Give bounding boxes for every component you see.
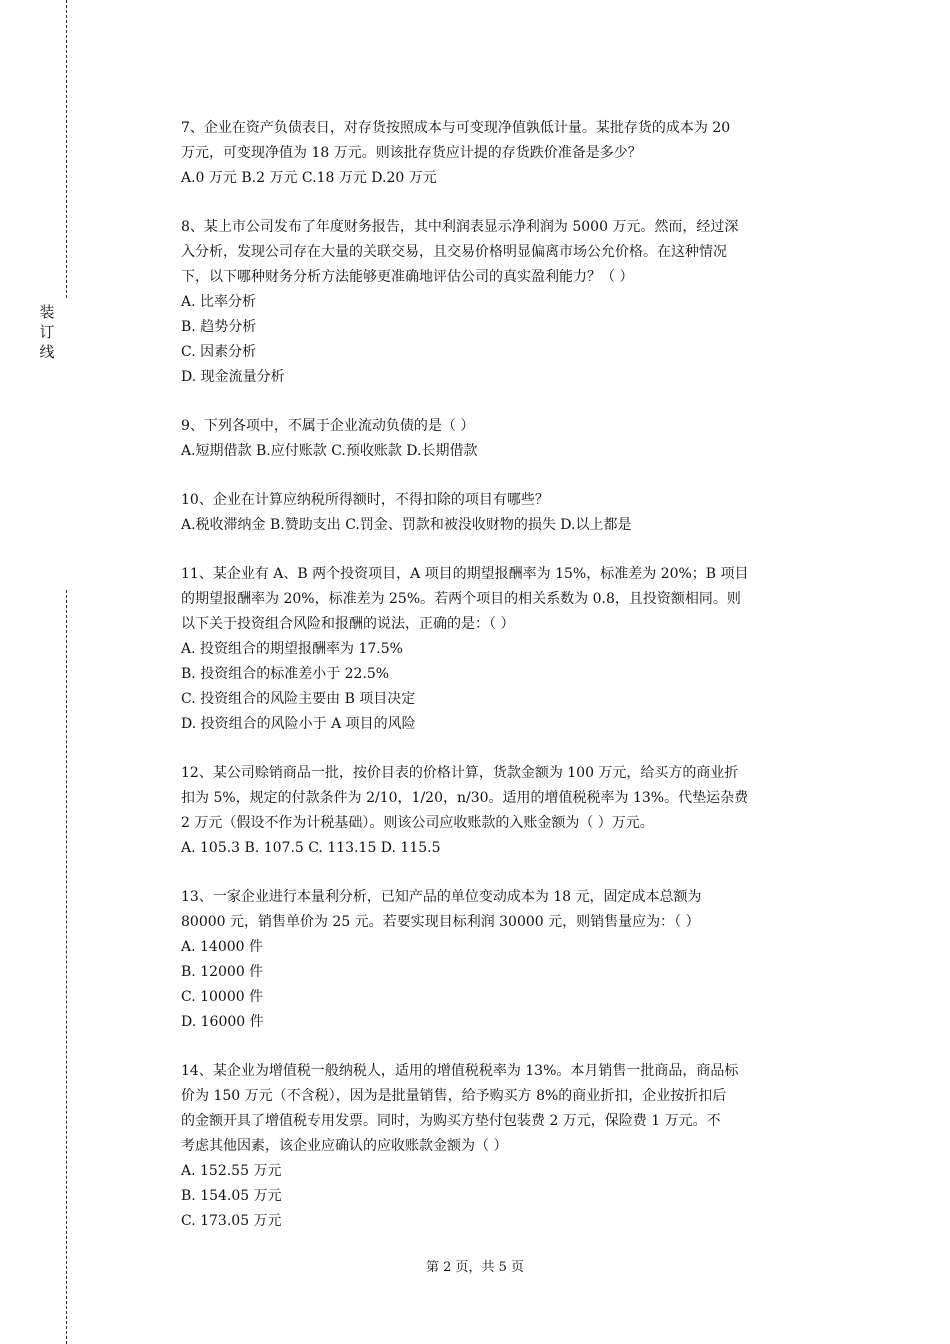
option-b: B. 投资组合的标准差小于 22.5%	[181, 666, 390, 682]
option-b: B. 趋势分析	[181, 319, 257, 335]
question-text: 10、企业在计算应纳税所得额时，不得扣除的项目有哪些？	[181, 492, 549, 508]
question-text: 以下关于投资组合风险和报酬的说法，正确的是：（ ）	[181, 616, 515, 632]
question-text: 13、一家企业进行本量利分析，已知产品的单位变动成本为 18 元，固定成本总额为	[181, 889, 702, 905]
question-text: 12、某公司赊销商品一批，按价目表的价格计算，货款金额为 100 万元，给买方的商业折	[181, 765, 739, 781]
option-d: D. 现金流量分析	[181, 369, 285, 385]
question-text: 7、企业在资产负债表日，对存货按照成本与可变现净值孰低计量。某批存货的成本为 20	[181, 120, 731, 136]
question-text: 考虑其他因素，该企业应确认的应收账款金额为（ ）	[181, 1138, 508, 1154]
question-11	[181, 562, 841, 737]
question-text: 的期望报酬率为 20%，标准差为 25%。若两个项目的相关系数为 0.8，且投资额相同。则	[181, 591, 741, 607]
option-a: A. 比率分析	[181, 294, 257, 310]
question-13	[181, 885, 841, 1035]
binding-line-top	[66, 0, 67, 298]
question-options: A.短期借款 B.应付账款 C.预收账款 D.长期借款	[181, 443, 478, 459]
question-text: 下，以下哪种财务分析方法能够更准确地评估公司的真实盈利能力？（ ）	[181, 269, 634, 285]
option-c: C. 投资组合的风险主要由 B 项目决定	[181, 691, 416, 707]
question-options: A.0 万元 B.2 万元 C.18 万元 D.20 万元	[181, 170, 437, 186]
question-options: A.税收滞纳金 B.赞助支出 C.罚金、罚款和被没收财物的损失 D.以上都是	[181, 517, 632, 533]
question-text: 扣为 5%，规定的付款条件为 2/10，1/20，n/30。适用的增值税税率为 13%。代垫运杂费	[181, 790, 749, 806]
question-text: 万元，可变现净值为 18 万元。则该批存货应计提的存货跌价准备是多少？	[181, 145, 642, 161]
question-8	[181, 215, 841, 390]
option-a: A. 投资组合的期望报酬率为 17.5%	[181, 641, 403, 657]
option-a: A. 14000 件	[181, 939, 263, 955]
question-7	[181, 116, 841, 191]
option-d: D. 16000 件	[181, 1014, 264, 1030]
option-c: C. 173.05 万元	[181, 1213, 282, 1229]
question-9	[181, 414, 841, 464]
question-14	[181, 1059, 841, 1234]
binding-char: 装	[39, 303, 55, 321]
question-10	[181, 488, 841, 538]
option-c: C. 10000 件	[181, 989, 264, 1005]
question-text: 2 万元（假设不作为计税基础）。则该公司应收账款的入账金额为（ ）万元。	[181, 815, 654, 831]
option-b: B. 154.05 万元	[181, 1188, 282, 1204]
question-text: 14、某企业为增值税一般纳税人，适用的增值税税率为 13%。本月销售一批商品，商品标	[181, 1063, 739, 1079]
question-list	[181, 116, 841, 1258]
question-text: 的金额开具了增值税专用发票。同时，为购买方垫付包装费 2 万元，保险费 1 万元。不	[181, 1113, 721, 1129]
question-options: A. 105.3 B. 107.5 C. 113.15 D. 115.5	[181, 840, 441, 856]
question-text: 11、某企业有 A、B 两个投资项目，A 项目的期望报酬率为 15%，标准差为 20%；B 项目	[181, 566, 749, 582]
question-text: 9、下列各项中，不属于企业流动负债的是（ ）	[181, 418, 475, 434]
binding-char: 线	[39, 343, 55, 361]
binding-label	[36, 302, 58, 362]
question-text: 80000 元，销售单价为 25 元。若要实现目标利润 30000 元，则销售量应为：（ ）	[181, 914, 700, 930]
page-footer: 第 2 页，共 5 页	[425, 1260, 525, 1275]
binding-line-bottom	[66, 590, 67, 1344]
option-c: C. 因素分析	[181, 344, 257, 360]
question-text: 8、某上市公司发布了年度财务报告，其中利润表显示净利润为 5000 万元。然而，经过深	[181, 219, 739, 235]
binding-char: 订	[39, 323, 55, 341]
option-a: A. 152.55 万元	[181, 1163, 282, 1179]
question-text: 价为 150 万元（不含税），因为是批量销售，给予购买方 8%的商业折扣，企业按折扣后	[181, 1088, 727, 1104]
question-12	[181, 761, 841, 861]
option-b: B. 12000 件	[181, 964, 264, 980]
option-d: D. 投资组合的风险小于 A 项目的风险	[181, 716, 416, 732]
question-text: 入分析，发现公司存在大量的关联交易，且交易价格明显偏离市场公允价格。在这种情况	[181, 244, 727, 260]
